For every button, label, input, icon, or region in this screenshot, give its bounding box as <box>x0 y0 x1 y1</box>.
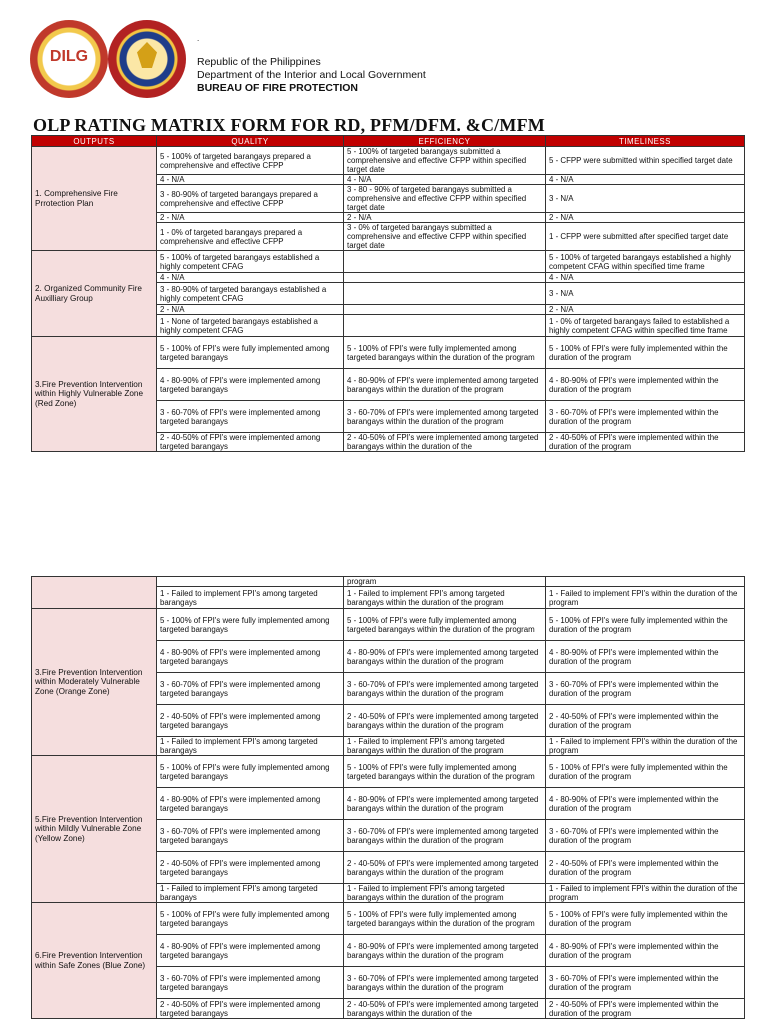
table-row <box>32 251 745 273</box>
quality-cell: 2 - 40-50% of FPI's were implemented among targeted barangays <box>157 705 344 737</box>
quality-cell: 3 - 60-70% of FPI's were implemented among targeted barangays <box>157 673 344 705</box>
efficiency-cell: 1 - Failed to implement FPI's among targeted barangays within the duration of the program <box>344 737 546 756</box>
efficiency-cell: 3 - 80 - 90% of targeted barangays submitted a comprehensive and effective CFPP within specified target date <box>344 185 546 213</box>
timeliness-cell: 5 - CFPP were submitted within specified target date <box>546 147 745 175</box>
letterhead <box>197 56 426 95</box>
efficiency-cell: 3 - 60-70% of FPI's were implemented among targeted barangays within the duration of the program <box>344 820 546 852</box>
timeliness-cell: 1 - 0% of targeted barangays failed to established a highly competent CFAG within specified time frame <box>546 315 745 337</box>
timeliness-cell: 3 - 60-70% of FPI's were implemented within the duration of the program <box>546 673 745 705</box>
rating-matrix-table-2 <box>31 576 745 1019</box>
timeliness-cell: 5 - 100% of FPI's were fully implemented within the duration of the program <box>546 609 745 641</box>
quality-cell: 2 - N/A <box>157 305 344 315</box>
quality-cell: 2 - 40-50% of FPI's were implemented among targeted barangays <box>157 852 344 884</box>
efficiency-cell: 2 - 40-50% of FPI's were implemented among targeted barangays within the duration of the program <box>344 852 546 884</box>
efficiency-cell: 5 - 100% of FPI's were fully implemented among targeted barangays within the duration of the program <box>344 903 546 935</box>
timeliness-cell: 3 - 60-70% of FPI's were implemented within the duration of the program <box>546 401 745 433</box>
timeliness-cell: 1 - Failed to implement FPI's within the duration of the program <box>546 587 745 609</box>
quality-cell: 5 - 100% of targeted barangays established a highly competent CFAG <box>157 251 344 273</box>
efficiency-cell: 5 - 100% of targeted barangays submitted a comprehensive and effective CFPP within specified target date <box>344 147 546 175</box>
quality-cell: 5 - 100% of targeted barangays prepared a comprehensive and effective CFPP <box>157 147 344 175</box>
table-row <box>32 337 745 369</box>
timeliness-cell: 5 - 100% of FPI's were fully implemented within the duration of the program <box>546 337 745 369</box>
timeliness-cell: 1 - CFPP were submitted after specified target date <box>546 223 745 251</box>
quality-cell: 4 - 80-90% of FPI's were implemented among targeted barangays <box>157 641 344 673</box>
quality-cell: 5 - 100% of FPI's were fully implemented among targeted barangays <box>157 756 344 788</box>
page-title: OLP RATING MATRIX FORM FOR RD, PFM/DFM. &C/MFM <box>33 115 545 135</box>
timeliness-cell: 4 - N/A <box>546 175 745 185</box>
efficiency-cell: 4 - 80-90% of FPI's were implemented among targeted barangays within the duration of the program <box>344 369 546 401</box>
dilg-logo <box>30 20 108 98</box>
efficiency-cell: 3 - 60-70% of FPI's were implemented among targeted barangays within the duration of the program <box>344 401 546 433</box>
table-row <box>32 756 745 788</box>
efficiency-cell: 2 - N/A <box>344 213 546 223</box>
header-mark: . <box>197 34 200 43</box>
timeliness-cell: 1 - Failed to implement FPI's within the duration of the program <box>546 884 745 903</box>
timeliness-cell: 2 - 40-50% of FPI's were implemented within the duration of the program <box>546 433 745 452</box>
quality-cell: 4 - 80-90% of FPI's were implemented among targeted barangays <box>157 369 344 401</box>
column-header-efficiency: EFFICIENCY <box>344 136 546 147</box>
quality-cell: 3 - 60-70% of FPI's were implemented among targeted barangays <box>157 401 344 433</box>
table-row <box>32 577 745 587</box>
efficiency-cell: 5 - 100% of FPI's were fully implemented among targeted barangays within the duration of the program <box>344 609 546 641</box>
efficiency-cell: program <box>344 577 546 587</box>
quality-cell: 1 - 0% of targeted barangays prepared a comprehensive and effective CFPP <box>157 223 344 251</box>
timeliness-cell: 4 - 80-90% of FPI's were implemented within the duration of the program <box>546 369 745 401</box>
timeliness-cell: 2 - N/A <box>546 305 745 315</box>
quality-cell: 5 - 100% of FPI's were fully implemented among targeted barangays <box>157 609 344 641</box>
efficiency-cell <box>344 251 546 273</box>
timeliness-cell: 5 - 100% of targeted barangays established a highly competent CFAG within specified time frame <box>546 251 745 273</box>
dilg-logo-text: DILG <box>49 48 89 65</box>
efficiency-cell: 2 - 40-50% of FPI's were implemented among targeted barangays within the duration of the <box>344 433 546 452</box>
letterhead-line-1: Republic of the Philippines <box>197 56 321 68</box>
quality-cell <box>157 577 344 587</box>
rating-matrix-table-1 <box>31 135 745 452</box>
timeliness-cell: 3 - 60-70% of FPI's were implemented within the duration of the program <box>546 820 745 852</box>
efficiency-cell: 4 - 80-90% of FPI's were implemented among targeted barangays within the duration of the program <box>344 935 546 967</box>
table-row <box>32 903 745 935</box>
timeliness-cell: 3 - N/A <box>546 283 745 305</box>
timeliness-cell: 5 - 100% of FPI's were fully implemented within the duration of the program <box>546 756 745 788</box>
efficiency-cell: 5 - 100% of FPI's were fully implemented among targeted barangays within the duration of the program <box>344 337 546 369</box>
output-cell: 3.Fire Prevention Intervention within Moderately Vulnerable Zone (Orange Zone) <box>32 609 157 756</box>
efficiency-cell: 5 - 100% of FPI's were fully implemented among targeted barangays within the duration of the program <box>344 756 546 788</box>
efficiency-cell: 2 - 40-50% of FPI's were implemented among targeted barangays within the duration of the <box>344 999 546 1019</box>
letterhead-line-2: Department of the Interior and Local Government <box>197 69 426 81</box>
header-logos <box>30 20 190 104</box>
output-cell: 1. Comprehensive Fire Prrotection Plan <box>32 147 157 251</box>
timeliness-cell: 4 - 80-90% of FPI's were implemented within the duration of the program <box>546 641 745 673</box>
quality-cell: 3 - 60-70% of FPI's were implemented among targeted barangays <box>157 967 344 999</box>
column-header-timeliness: TIMELINESS <box>546 136 745 147</box>
timeliness-cell: 2 - N/A <box>546 213 745 223</box>
efficiency-cell: 3 - 0% of targeted barangays submitted a comprehensive and effective CFPP within specified target date <box>344 223 546 251</box>
quality-cell: 3 - 80-90% of targeted barangays established a highly competent CFAG <box>157 283 344 305</box>
column-header-quality: QUALITY <box>157 136 344 147</box>
timeliness-cell: 3 - N/A <box>546 185 745 213</box>
output-cell: 2. Organized Community Fire Auxilliary Group <box>32 251 157 337</box>
efficiency-cell: 3 - 60-70% of FPI's were implemented among targeted barangays within the duration of the program <box>344 673 546 705</box>
efficiency-cell <box>344 273 546 283</box>
efficiency-cell <box>344 283 546 305</box>
column-header-outputs: OUTPUTS <box>32 136 157 147</box>
timeliness-cell: 3 - 60-70% of FPI's were implemented within the duration of the program <box>546 967 745 999</box>
output-cell: 6.Fire Prevention Intervention within Safe Zones (Blue Zone) <box>32 903 157 1019</box>
timeliness-cell: 4 - N/A <box>546 273 745 283</box>
quality-cell: 4 - 80-90% of FPI's were implemented among targeted barangays <box>157 935 344 967</box>
efficiency-cell <box>344 315 546 337</box>
quality-cell: 1 - Failed to implement FPI's among targeted barangays <box>157 587 344 609</box>
timeliness-cell: 2 - 40-50% of FPI's were implemented within the duration of the program <box>546 999 745 1019</box>
bfp-emblem-icon <box>137 42 157 68</box>
quality-cell: 3 - 60-70% of FPI's were implemented among targeted barangays <box>157 820 344 852</box>
efficiency-cell: 1 - Failed to implement FPI's among targeted barangays within the duration of the program <box>344 884 546 903</box>
output-cell: 3.Fire Prevention Intervention within Highly Vulnerable Zone (Red Zone) <box>32 337 157 452</box>
efficiency-cell <box>344 305 546 315</box>
timeliness-cell: 4 - 80-90% of FPI's were implemented within the duration of the program <box>546 935 745 967</box>
letterhead-line-3: BUREAU OF FIRE PROTECTION <box>197 82 359 94</box>
quality-cell: 2 - N/A <box>157 213 344 223</box>
table-row <box>32 609 745 641</box>
efficiency-cell: 4 - N/A <box>344 175 546 185</box>
output-cell <box>32 577 157 609</box>
timeliness-cell: 5 - 100% of FPI's were fully implemented within the duration of the program <box>546 903 745 935</box>
timeliness-cell: 1 - Failed to implement FPI's within the duration of the program <box>546 737 745 756</box>
bfp-logo <box>108 20 186 98</box>
quality-cell: 3 - 80-90% of targeted barangays prepared a comprehensive and effective CFPP <box>157 185 344 213</box>
quality-cell: 4 - N/A <box>157 175 344 185</box>
quality-cell: 1 - Failed to implement FPI's among targeted barangays <box>157 737 344 756</box>
output-cell: 5.Fire Prevention Intervention within Mildly Vulnerable Zone (Yellow Zone) <box>32 756 157 903</box>
efficiency-cell: 1 - Failed to implement FPI's among targeted barangays within the duration of the program <box>344 587 546 609</box>
table-row <box>32 147 745 175</box>
quality-cell: 1 - Failed to implement FPI's among targeted barangays <box>157 884 344 903</box>
efficiency-cell: 4 - 80-90% of FPI's were implemented among targeted barangays within the duration of the program <box>344 641 546 673</box>
timeliness-cell: 2 - 40-50% of FPI's were implemented within the duration of the program <box>546 852 745 884</box>
quality-cell: 4 - 80-90% of FPI's were implemented among targeted barangays <box>157 788 344 820</box>
quality-cell: 2 - 40-50% of FPI's were implemented among targeted barangays <box>157 999 344 1019</box>
efficiency-cell: 4 - 80-90% of FPI's were implemented among targeted barangays within the duration of the program <box>344 788 546 820</box>
table-header-row <box>32 136 745 147</box>
quality-cell: 1 - None of targeted barangays established a highly competent CFAG <box>157 315 344 337</box>
quality-cell: 2 - 40-50% of FPI's were implemented among targeted barangays <box>157 433 344 452</box>
quality-cell: 4 - N/A <box>157 273 344 283</box>
efficiency-cell: 2 - 40-50% of FPI's were implemented among targeted barangays within the duration of the program <box>344 705 546 737</box>
quality-cell: 5 - 100% of FPI's were fully implemented among targeted barangays <box>157 903 344 935</box>
timeliness-cell: 2 - 40-50% of FPI's were implemented within the duration of the program <box>546 705 745 737</box>
timeliness-cell <box>546 577 745 587</box>
timeliness-cell: 4 - 80-90% of FPI's were implemented within the duration of the program <box>546 788 745 820</box>
quality-cell: 5 - 100% of FPI's were fully implemented among targeted barangays <box>157 337 344 369</box>
efficiency-cell: 3 - 60-70% of FPI's were implemented among targeted barangays within the duration of the program <box>344 967 546 999</box>
